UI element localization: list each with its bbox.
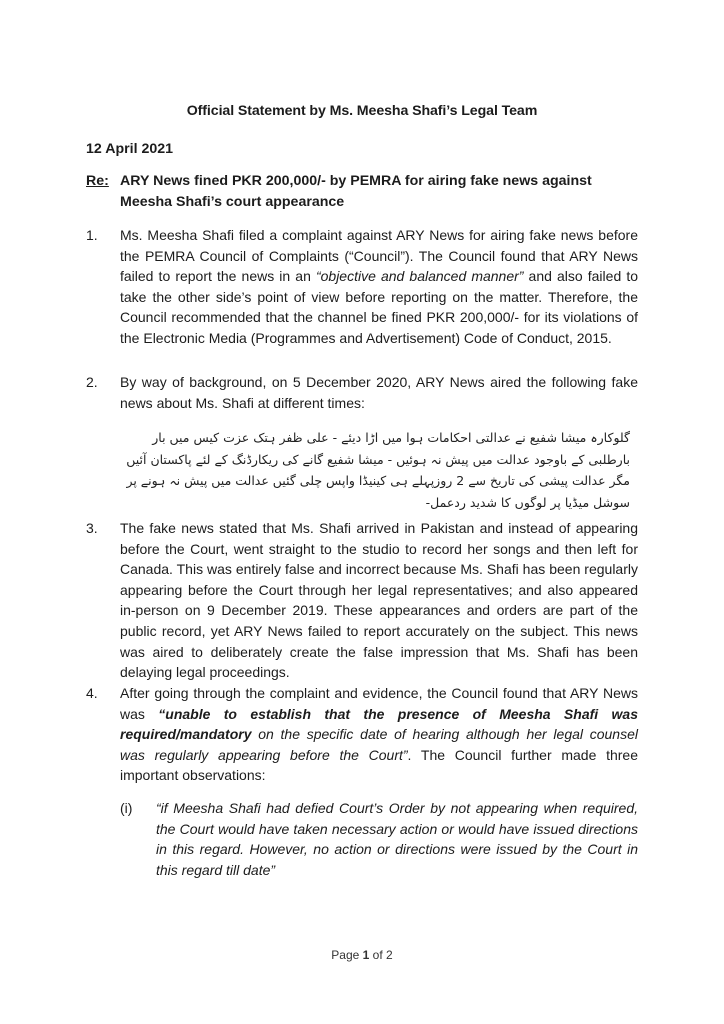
paragraph-body xyxy=(120,225,638,349)
page-footer xyxy=(0,948,724,962)
subject-line xyxy=(86,171,638,213)
subject-label: Re: xyxy=(86,173,109,189)
paragraph-body: The fake news stated that Ms. Shafi arrived in Pakistan and instead of appearing before the Court, went straight to the studio to record her songs and then left for Canada. This was entirely false and incorrect because Ms. Shafi has been regularly appearing before the Court through her legal representatives; and also appeared in-person on 9 December 2019. These appearances and orders are part of the public record, yet ARY News failed to report accurately on the subject. This news was aired to deliberately create the false impression that Ms. Shafi has been delaying legal proceedings. xyxy=(120,520,638,681)
paragraph-number: 4. xyxy=(86,685,98,701)
paragraph-body xyxy=(120,683,638,786)
page-label: Page xyxy=(331,948,363,962)
observation-number: (i) xyxy=(120,800,133,816)
italic-quote: on the specific date of hearing although her legal counsel was regularly appearing before the Court” xyxy=(120,726,638,763)
paragraph-body: By way of background, on 5 December 2020, ARY News aired the following fake news about Ms. Shafi at different times: xyxy=(120,374,638,411)
page-of-label: of xyxy=(369,948,387,962)
italic-quote: “objective and balanced manner” xyxy=(315,268,524,285)
paragraph-3 xyxy=(86,518,638,683)
paragraph-number: 2. xyxy=(86,374,98,390)
observation-text: “if Meesha Shafi had defied Court’s Order by not appearing when required, the Court would have taken necessary action or would have issued directions in this regard. However, no action or directions were issued by the Court in this regard till date” xyxy=(156,800,638,878)
text-segment: Ms. Meesha Shafi filed a complaint against ARY News for airing fake news before the PEMRA Council of Complaints (“Council”). The Council found that ARY News failed to report the news in an xyxy=(120,227,638,285)
paragraph-1 xyxy=(86,225,638,349)
urdu-news-quote: گلوکارہ میشا شفیع نے عدالتی احکامات ہوا میں اڑا دیئے - علی ظفر ہتک عزت کیس میں بار بارطلبی کے باوجود عدالت میں پیش نہ ہوئیں - میشا شفیع گانے کی ریکارڈنگ کے لئے پاکستان آئیں مگر عدالت پیشی کی تاریخ سے 2 روزپہلے ہی کینیڈا واپس چلی گئیں عدالت میں پیش نہ ہونے پر سوشل میڈیا پر لوگوں کا شدید ردعمل- xyxy=(126,430,630,510)
paragraph-number: 3. xyxy=(86,520,98,536)
paragraph-2 xyxy=(86,372,638,413)
text-segment: and also failed to take the other side’s point of view before reporting on the matter. Therefore, the Council recommended that the channel be fined PKR 200,000/- for its violations of the Electronic Media (Programmes and Advertisement) Code of Conduct, 2015. xyxy=(120,268,638,346)
observation-item xyxy=(120,798,638,880)
paragraph-number: 1. xyxy=(86,227,98,243)
text-segment: After going through the complaint and evidence, the Council found that ARY News was xyxy=(120,685,638,722)
total-pages: 2 xyxy=(386,948,393,962)
document-title: Official Statement by Ms. Meesha Shafi’s Legal Team xyxy=(186,103,538,119)
text-segment: . The Council further made three important observations: xyxy=(120,746,638,784)
paragraph-4 xyxy=(86,683,638,786)
bold-italic-quote: “unable to establish that the presence of Meesha Shafi was required/mandatory xyxy=(120,705,638,743)
subject-text: ARY News fined PKR 200,000/- by PEMRA for airing fake news against Meesha Shafi’s court appearance xyxy=(120,173,592,210)
current-page: 1 xyxy=(362,948,370,962)
statement-date: 12 April 2021 xyxy=(86,141,174,157)
